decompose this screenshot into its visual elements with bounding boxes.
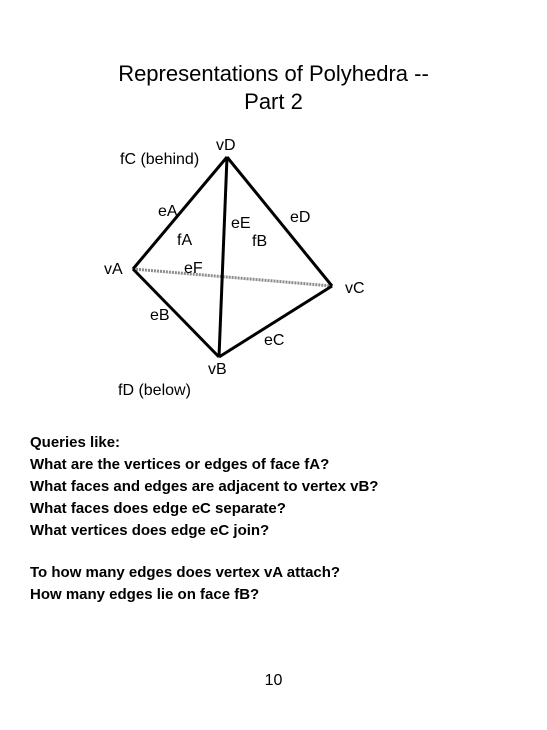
vertex-label-vB: vB [208, 361, 227, 378]
face-label-fD: fD (below) [118, 382, 191, 399]
edge-label-eB: eB [150, 307, 170, 324]
slide-title-line-1: Representations of Polyhedra -- [118, 61, 429, 86]
query-item: How many edges lie on face fB? [30, 586, 260, 603]
edge-eA-line [133, 157, 227, 269]
face-label-fB: fB [252, 233, 268, 250]
query-heading: Queries like: [30, 434, 121, 451]
edge-eE-line [219, 157, 227, 357]
face-label-fA: fA [177, 232, 193, 249]
edge-label-eD: eD [290, 209, 311, 226]
edge-eB-line [133, 269, 219, 357]
vertex-label-vD: vD [216, 137, 236, 154]
query-item: What faces does edge eC separate? [30, 500, 286, 517]
query-spacer [30, 542, 378, 562]
query-item: What vertices does edge eC join? [30, 522, 270, 539]
face-label-fC: fC (behind) [120, 151, 200, 168]
edge-label-eE: eE [231, 215, 251, 232]
query-list [30, 432, 378, 606]
vertex-label-vC: vC [345, 280, 365, 297]
slide-title-line-2: Part 2 [244, 89, 303, 114]
edge-eF-line [133, 269, 332, 286]
query-item: What are the vertices or edges of face fA? [30, 456, 330, 473]
edge-label-eA: eA [158, 203, 178, 220]
query-item: To how many edges does vertex vA attach? [30, 564, 341, 581]
edge-label-eC: eC [264, 332, 285, 349]
query-item: What faces and edges are adjacent to vertex vB? [30, 478, 379, 495]
edge-label-eF: eF [184, 260, 203, 277]
vertex-label-vA: vA [104, 261, 123, 278]
page-number: 10 [264, 672, 283, 689]
